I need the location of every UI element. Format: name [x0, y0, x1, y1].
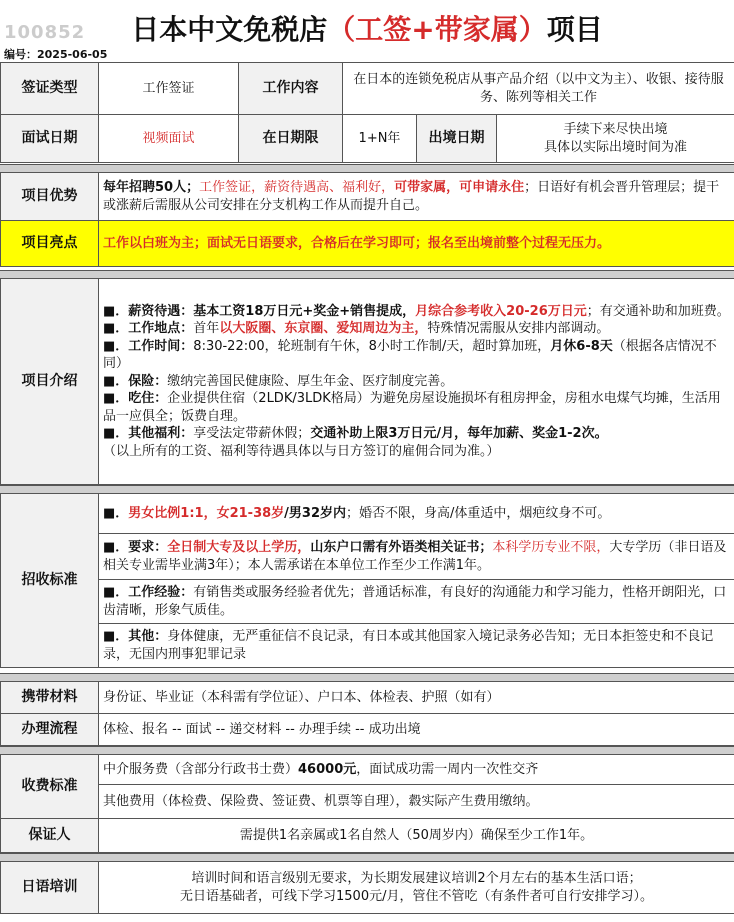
training-table — [0, 861, 734, 914]
departure-line-2: 具体以实际出境时间为准 — [544, 139, 688, 155]
salary-note: ；有交通补助和加班费。 — [586, 303, 730, 319]
location-note: 特殊情况需服从安排内部调动。 — [427, 321, 610, 337]
highlight-text: 工作以白班为主；面试无日语要求，合格后在学习即可；报名至出境前整个过程无压力。 — [99, 221, 734, 267]
materials-table — [0, 681, 734, 746]
advantage-part-1: 每年招聘50人； — [103, 179, 200, 195]
interview-date-label: 面试日期 — [1, 115, 99, 163]
bullet: ■． — [103, 505, 129, 521]
benefits-leave: 享受法定带薪休假； — [193, 426, 311, 442]
advantage-part-2: 工作签证，薪资待遇高、福利好， — [199, 179, 395, 195]
process-label: 办理流程 — [1, 714, 99, 746]
hours-heading: ■．工作时间： — [103, 338, 194, 354]
recruit-gender-age — [99, 494, 734, 534]
location-heading: ■．工作地点： — [103, 321, 194, 337]
training-value — [99, 862, 734, 914]
advantage-part-3: 可带家属，可申请永住 — [394, 179, 525, 195]
location-first-year: 首年 — [193, 321, 220, 337]
watermark: 100852 — [4, 22, 86, 43]
job-content-value: 在日本的连锁免税店从事产品介绍（以中文为主）、收银、接待服务、陈列等相关工作 — [343, 63, 734, 115]
materials-value: 身份证、毕业证（本科需有学位证）、户口本、体检表、护照（如有） — [99, 682, 734, 714]
info-table — [0, 62, 734, 163]
experience-heading: ■．工作经验： — [103, 584, 194, 600]
other-heading: ■．其他： — [103, 628, 168, 644]
monthly-days-off: 月休6-8天 — [550, 338, 613, 354]
stay-period-value: 1+N年 — [343, 115, 417, 163]
advantage-part-4: ；日语好有机会晋升管理层；提干或涨薪后需服从公司安排在分支机构工作从而提升自己。 — [103, 179, 720, 213]
housing-heading: ■．吃住： — [103, 391, 168, 407]
materials-label: 携带材料 — [1, 682, 99, 714]
intro-table — [0, 278, 734, 485]
process-value: 体检、报名 -- 面试 -- 递交材料 -- 办理手续 -- 成功出境 — [99, 714, 734, 746]
title-suffix: 项目 — [546, 13, 603, 46]
hours-detail: 8:30-22:00，轮班制有午休，8小时工作制/天，超时算加班， — [193, 338, 551, 354]
guarantor-label: 保证人 — [1, 819, 99, 853]
recruit-label: 招收标准 — [1, 494, 99, 668]
advantage-table — [0, 172, 734, 267]
hours-note: （根据各店情况不同） — [103, 338, 717, 372]
college-note: 大专学历（非日语及相关专业需毕业满3年）；本人需承诺在本单位工作至少工作满1年。 — [103, 539, 727, 573]
departure-date-label: 出境日期 — [417, 115, 497, 163]
page-title — [0, 8, 734, 48]
other-detail: 身体健康，无严重征信不良记录，有日本或其他国家入境记录务必告知；无日本拒签史和不良记录，无国内刑事犯罪记录 — [103, 628, 714, 662]
agency-fee-amount: 46000元 — [298, 761, 357, 777]
agency-fee-terms: ，面试成功需一周内一次性交齐 — [356, 761, 539, 777]
fees-label: 收费标准 — [1, 755, 99, 819]
guarantor-value: 需提供1名亲属或1名自然人（50周岁内）确保至少工作1年。 — [99, 819, 734, 853]
advantage-text — [99, 173, 734, 221]
benefits-heading: ■．其他福利： — [103, 426, 194, 442]
job-content-label: 工作内容 — [239, 63, 343, 115]
visa-type-label: 签证类型 — [1, 63, 99, 115]
intro-content — [99, 279, 734, 485]
insurance-heading: ■．保险： — [103, 373, 168, 389]
salary-heading: ■．薪资待遇：基本工资18万日元+奖金+销售提成， — [103, 303, 416, 319]
interview-date-value: 视频面试 — [99, 115, 239, 163]
visa-type-value: 工作签证 — [99, 63, 239, 115]
stay-period-label: 在日期限 — [239, 115, 343, 163]
recruit-experience — [99, 580, 734, 624]
training-label: 日语培训 — [1, 862, 99, 914]
intro-disclaimer: （以上所有的工资、福利等待遇具体以与日方签订的雇佣合同为准。） — [103, 443, 500, 459]
advantage-label: 项目优势 — [1, 173, 99, 221]
physical-requirements: ；婚否不限，身高/体重适中，烟疤纹身不可。 — [346, 505, 611, 521]
housing-detail: 企业提供住宿（2LDK/3LDK格局）为避免房屋设施损坏有租房押金，房租水电煤气均摊，生活用品一应俱全；饭费自理。 — [103, 391, 721, 424]
highlight-label: 项目亮点 — [1, 221, 99, 267]
recruit-education — [99, 534, 734, 580]
insurance-detail: 缴纳完善国民健康险、厚生年金、医疗制度完善。 — [167, 373, 454, 389]
salary-range: 月综合参考收入20-26万日元 — [415, 303, 587, 319]
intro-label: 项目介绍 — [1, 279, 99, 485]
education-requirement: 全日制大专及以上学历， — [167, 539, 311, 555]
agency-fee — [99, 755, 734, 785]
other-fees: 其他费用（体检费、保险费、签证费、机票等自理），縠实际产生费用缴纳。 — [99, 785, 734, 819]
title-prefix: 日本中文免税店 — [131, 13, 328, 46]
recruit-other — [99, 624, 734, 668]
title-highlight: （工签+带家属） — [327, 13, 547, 46]
requirement-heading: ■．要求： — [103, 539, 168, 555]
location-areas: 以大阪圈、东京圈、爱知周边为主， — [219, 321, 428, 337]
bachelor-note: 本科学历专业不限， — [492, 539, 610, 555]
departure-line-1: 手续下来尽快出境 — [563, 121, 668, 137]
experience-detail: 有销售类或服务经验者优先；普通话标准，有良好的沟通能力和学习能力，性格开朗阳光，口齿清晰，形象气质佳。 — [103, 584, 727, 618]
shandong-requirement: 山东户口需有外语类相关证书； — [310, 539, 493, 555]
agency-fee-desc: 中介服务费（含部分行政书士费） — [103, 761, 299, 777]
recruit-table — [0, 493, 734, 668]
fees-table — [0, 754, 734, 853]
male-age: /男32岁内 — [284, 505, 347, 521]
training-line-1: 培训时间和语言级别无要求，为长期发展建议培训2个月左右的基本生活口语； — [191, 870, 642, 886]
gender-ratio-age: 男女比例1:1，女21-38岁 — [128, 505, 285, 521]
benefits-transport: 交通补助上限3万日元/月，每年加薪、奖金1-2次。 — [310, 426, 608, 442]
document-number: 编号：2025-06-05 — [4, 48, 108, 61]
departure-date-value — [497, 115, 734, 163]
training-line-2: 无日语基础者，可线下学习1500元/月，管住不管吃（有条件者可自行安排学习）。 — [180, 888, 653, 904]
